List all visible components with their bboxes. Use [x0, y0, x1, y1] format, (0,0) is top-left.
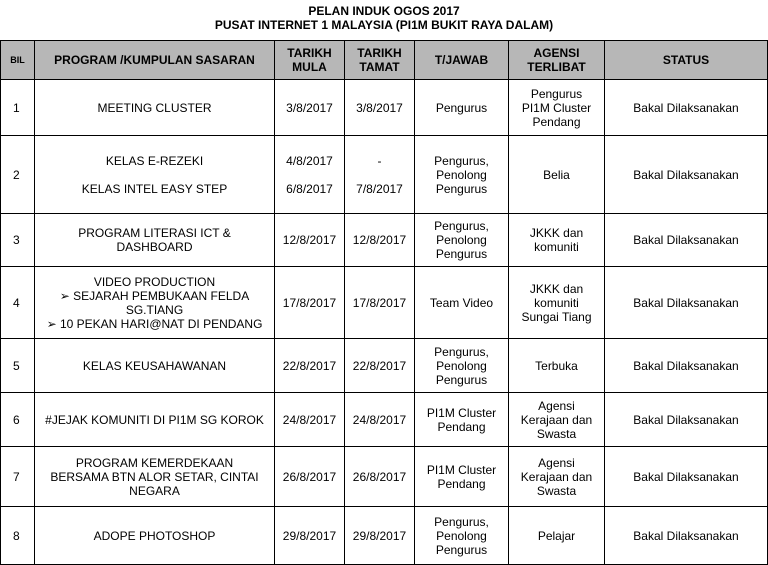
cell-line: -	[377, 153, 382, 168]
cell-bil: 3	[1, 214, 35, 267]
header-tarikh-mula-line: TARIKH	[287, 46, 332, 60]
cell-bil: 1	[1, 80, 35, 136]
cell-tamat	[345, 267, 415, 339]
cell-line: 7/8/2017	[356, 181, 403, 196]
cell-line: komuniti	[534, 295, 579, 310]
cell-mula	[275, 507, 345, 565]
cell-tamat	[345, 214, 415, 267]
cell-line	[38, 168, 271, 182]
cell-line: KELAS INTEL EASY STEP	[81, 181, 228, 196]
cell-line: 24/8/2017	[352, 412, 407, 427]
cell-line: 26/8/2017	[282, 469, 337, 484]
cell-line: Agensi	[538, 398, 575, 413]
cell-line: KELAS KEUSAHAWANAN	[82, 358, 227, 373]
cell-line: Penolong	[436, 167, 487, 182]
cell-line: Agensi	[538, 455, 575, 470]
cell-mula	[275, 267, 345, 339]
cell-line: PI1M Cluster	[521, 100, 592, 115]
cell-line: Pengurus,	[434, 219, 489, 233]
cell-line: 26/8/2017	[352, 469, 407, 484]
cell-agensi	[509, 447, 605, 507]
cell-agensi	[509, 136, 605, 214]
cell-tamat	[345, 339, 415, 393]
plan-table-body	[1, 80, 768, 565]
cell-line: Pendang	[437, 476, 486, 491]
header-program: PROGRAM /KUMPULAN SASARAN	[35, 41, 275, 80]
cell-line: Swasta	[536, 483, 577, 498]
cell-line: NEGARA	[129, 483, 180, 498]
header-tarikh-tamat-line: TARIKH	[357, 46, 402, 60]
cell-tjawab	[415, 136, 509, 214]
cell-line: PI1M Cluster	[426, 405, 497, 420]
cell-bil: 2	[1, 136, 35, 214]
table-row	[1, 447, 768, 507]
cell-line: Swasta	[536, 426, 577, 441]
cell-line: ➢ SEJARAH PEMBUKAAN FELDA	[59, 288, 250, 303]
cell-line: PI1M Cluster	[426, 462, 497, 477]
cell-line: Pengurus	[435, 247, 488, 261]
cell-line: Team Video	[429, 295, 494, 310]
cell-line: Pendang	[437, 419, 486, 434]
plan-table	[0, 40, 768, 565]
title-line-1: PELAN INDUK OGOS 2017	[308, 4, 460, 18]
cell-status: Bakal Dilaksanakan	[605, 339, 768, 393]
table-row	[1, 393, 768, 447]
header-status: STATUS	[605, 41, 768, 80]
cell-line: komuniti	[534, 240, 579, 254]
cell-agensi	[509, 214, 605, 267]
table-row	[1, 214, 768, 267]
cell-line: JKKK dan	[529, 281, 584, 296]
cell-line: 17/8/2017	[352, 295, 407, 310]
cell-agensi	[509, 507, 605, 565]
table-row	[1, 267, 768, 339]
cell-program	[35, 507, 275, 565]
cell-mula	[275, 339, 345, 393]
cell-program	[35, 339, 275, 393]
cell-line: PROGRAM LITERASI ICT &	[78, 226, 231, 240]
cell-line: Sungai Tiang	[521, 309, 592, 324]
cell-bil: 6	[1, 393, 35, 447]
cell-line: 3/8/2017	[286, 100, 333, 115]
cell-bil: 7	[1, 447, 35, 507]
cell-status: Bakal Dilaksanakan	[605, 214, 768, 267]
cell-status: Bakal Dilaksanakan	[605, 447, 768, 507]
cell-mula	[275, 136, 345, 214]
cell-line: BERSAMA BTN ALOR SETAR, CINTAI	[50, 469, 259, 484]
cell-line: Kerajaan dan	[520, 469, 593, 484]
cell-line: 29/8/2017	[352, 528, 407, 543]
header-tarikh-mula	[275, 41, 345, 80]
title-line-2: PUSAT INTERNET 1 MALAYSIA (PI1M BUKIT RAYA DALAM)	[214, 18, 554, 32]
header-bil: BIL	[1, 41, 35, 80]
cell-tamat	[345, 80, 415, 136]
cell-tamat	[345, 447, 415, 507]
cell-line: 17/8/2017	[282, 295, 337, 310]
cell-tjawab	[415, 447, 509, 507]
cell-program	[35, 80, 275, 136]
header-agensi	[509, 41, 605, 80]
cell-line	[348, 168, 411, 182]
cell-line: Belia	[543, 167, 570, 182]
cell-program	[35, 393, 275, 447]
cell-status: Bakal Dilaksanakan	[605, 80, 768, 136]
cell-line: Pendang	[532, 114, 581, 129]
cell-tamat	[345, 393, 415, 447]
cell-agensi	[509, 339, 605, 393]
table-row	[1, 136, 768, 214]
cell-line: Pengurus,	[434, 344, 489, 359]
cell-tamat	[345, 507, 415, 565]
cell-line: ADOPE PHOTOSHOP	[93, 528, 216, 543]
cell-tjawab	[415, 214, 509, 267]
table-row	[1, 339, 768, 393]
header-tarikh-tamat	[345, 41, 415, 80]
cell-line: Penolong	[436, 528, 487, 543]
cell-bil: 5	[1, 339, 35, 393]
header-agensi-line: TERLIBAT	[527, 60, 586, 74]
cell-line: 3/8/2017	[356, 100, 403, 115]
cell-line	[278, 168, 341, 182]
cell-status: Bakal Dilaksanakan	[605, 267, 768, 339]
cell-line: Pelajar	[537, 528, 576, 543]
cell-line: 29/8/2017	[282, 528, 337, 543]
cell-mula	[275, 214, 345, 267]
cell-program	[35, 214, 275, 267]
cell-line: PROGRAM KEMERDEKAAN	[75, 455, 234, 470]
cell-status: Bakal Dilaksanakan	[605, 507, 768, 565]
cell-line: 12/8/2017	[282, 233, 337, 247]
header-tjawab: T/JAWAB	[415, 41, 509, 80]
cell-line: Penolong	[436, 233, 487, 247]
cell-agensi	[509, 267, 605, 339]
cell-line: Pengurus	[530, 86, 583, 101]
cell-mula	[275, 393, 345, 447]
cell-tamat	[345, 136, 415, 214]
cell-line: Terbuka	[535, 358, 578, 373]
cell-line: Kerajaan dan	[520, 412, 593, 427]
cell-line: JKKK dan	[529, 226, 584, 240]
cell-line: 22/8/2017	[282, 358, 337, 373]
cell-line: Pengurus	[435, 542, 488, 557]
cell-agensi	[509, 80, 605, 136]
header-tarikh-mula-line: MULA	[292, 60, 327, 74]
cell-mula	[275, 80, 345, 136]
cell-tjawab	[415, 393, 509, 447]
cell-mula	[275, 447, 345, 507]
cell-bil: 4	[1, 267, 35, 339]
cell-line: Pengurus	[435, 181, 488, 196]
cell-line: 22/8/2017	[352, 358, 407, 373]
cell-bil: 8	[1, 507, 35, 565]
document-title	[0, 0, 768, 32]
table-row	[1, 507, 768, 565]
cell-line: ➢ 10 PEKAN HARI@NAT DI PENDANG	[46, 316, 263, 331]
cell-tjawab	[415, 80, 509, 136]
cell-line: Pengurus,	[434, 514, 489, 529]
cell-line: 12/8/2017	[352, 233, 407, 247]
header-row	[1, 41, 768, 80]
cell-line: 6/8/2017	[286, 181, 333, 196]
cell-program	[35, 447, 275, 507]
cell-line: Penolong	[436, 358, 487, 373]
cell-program	[35, 267, 275, 339]
cell-tjawab	[415, 267, 509, 339]
cell-tjawab	[415, 339, 509, 393]
cell-line: Pengurus	[435, 100, 488, 115]
header-tarikh-tamat-line: TAMAT	[359, 60, 400, 74]
cell-line: 24/8/2017	[282, 412, 337, 427]
cell-line: DASHBOARD	[116, 240, 193, 254]
cell-line: KELAS E-REZEKI	[105, 153, 204, 168]
cell-line: #JEJAK KOMUNITI DI PI1M SG KOROK	[45, 412, 264, 427]
table-row	[1, 80, 768, 136]
cell-line: VIDEO PRODUCTION	[93, 274, 216, 289]
cell-line: Pengurus	[435, 372, 488, 387]
cell-line: 4/8/2017	[286, 153, 333, 168]
cell-status: Bakal Dilaksanakan	[605, 136, 768, 214]
cell-tjawab	[415, 507, 509, 565]
cell-status: Bakal Dilaksanakan	[605, 393, 768, 447]
cell-program	[35, 136, 275, 214]
cell-line: Pengurus,	[434, 153, 489, 168]
cell-agensi	[509, 393, 605, 447]
cell-line: SG.TIANG	[125, 302, 184, 317]
cell-line: MEETING CLUSTER	[97, 100, 212, 115]
header-agensi-line: AGENSI	[533, 46, 580, 60]
